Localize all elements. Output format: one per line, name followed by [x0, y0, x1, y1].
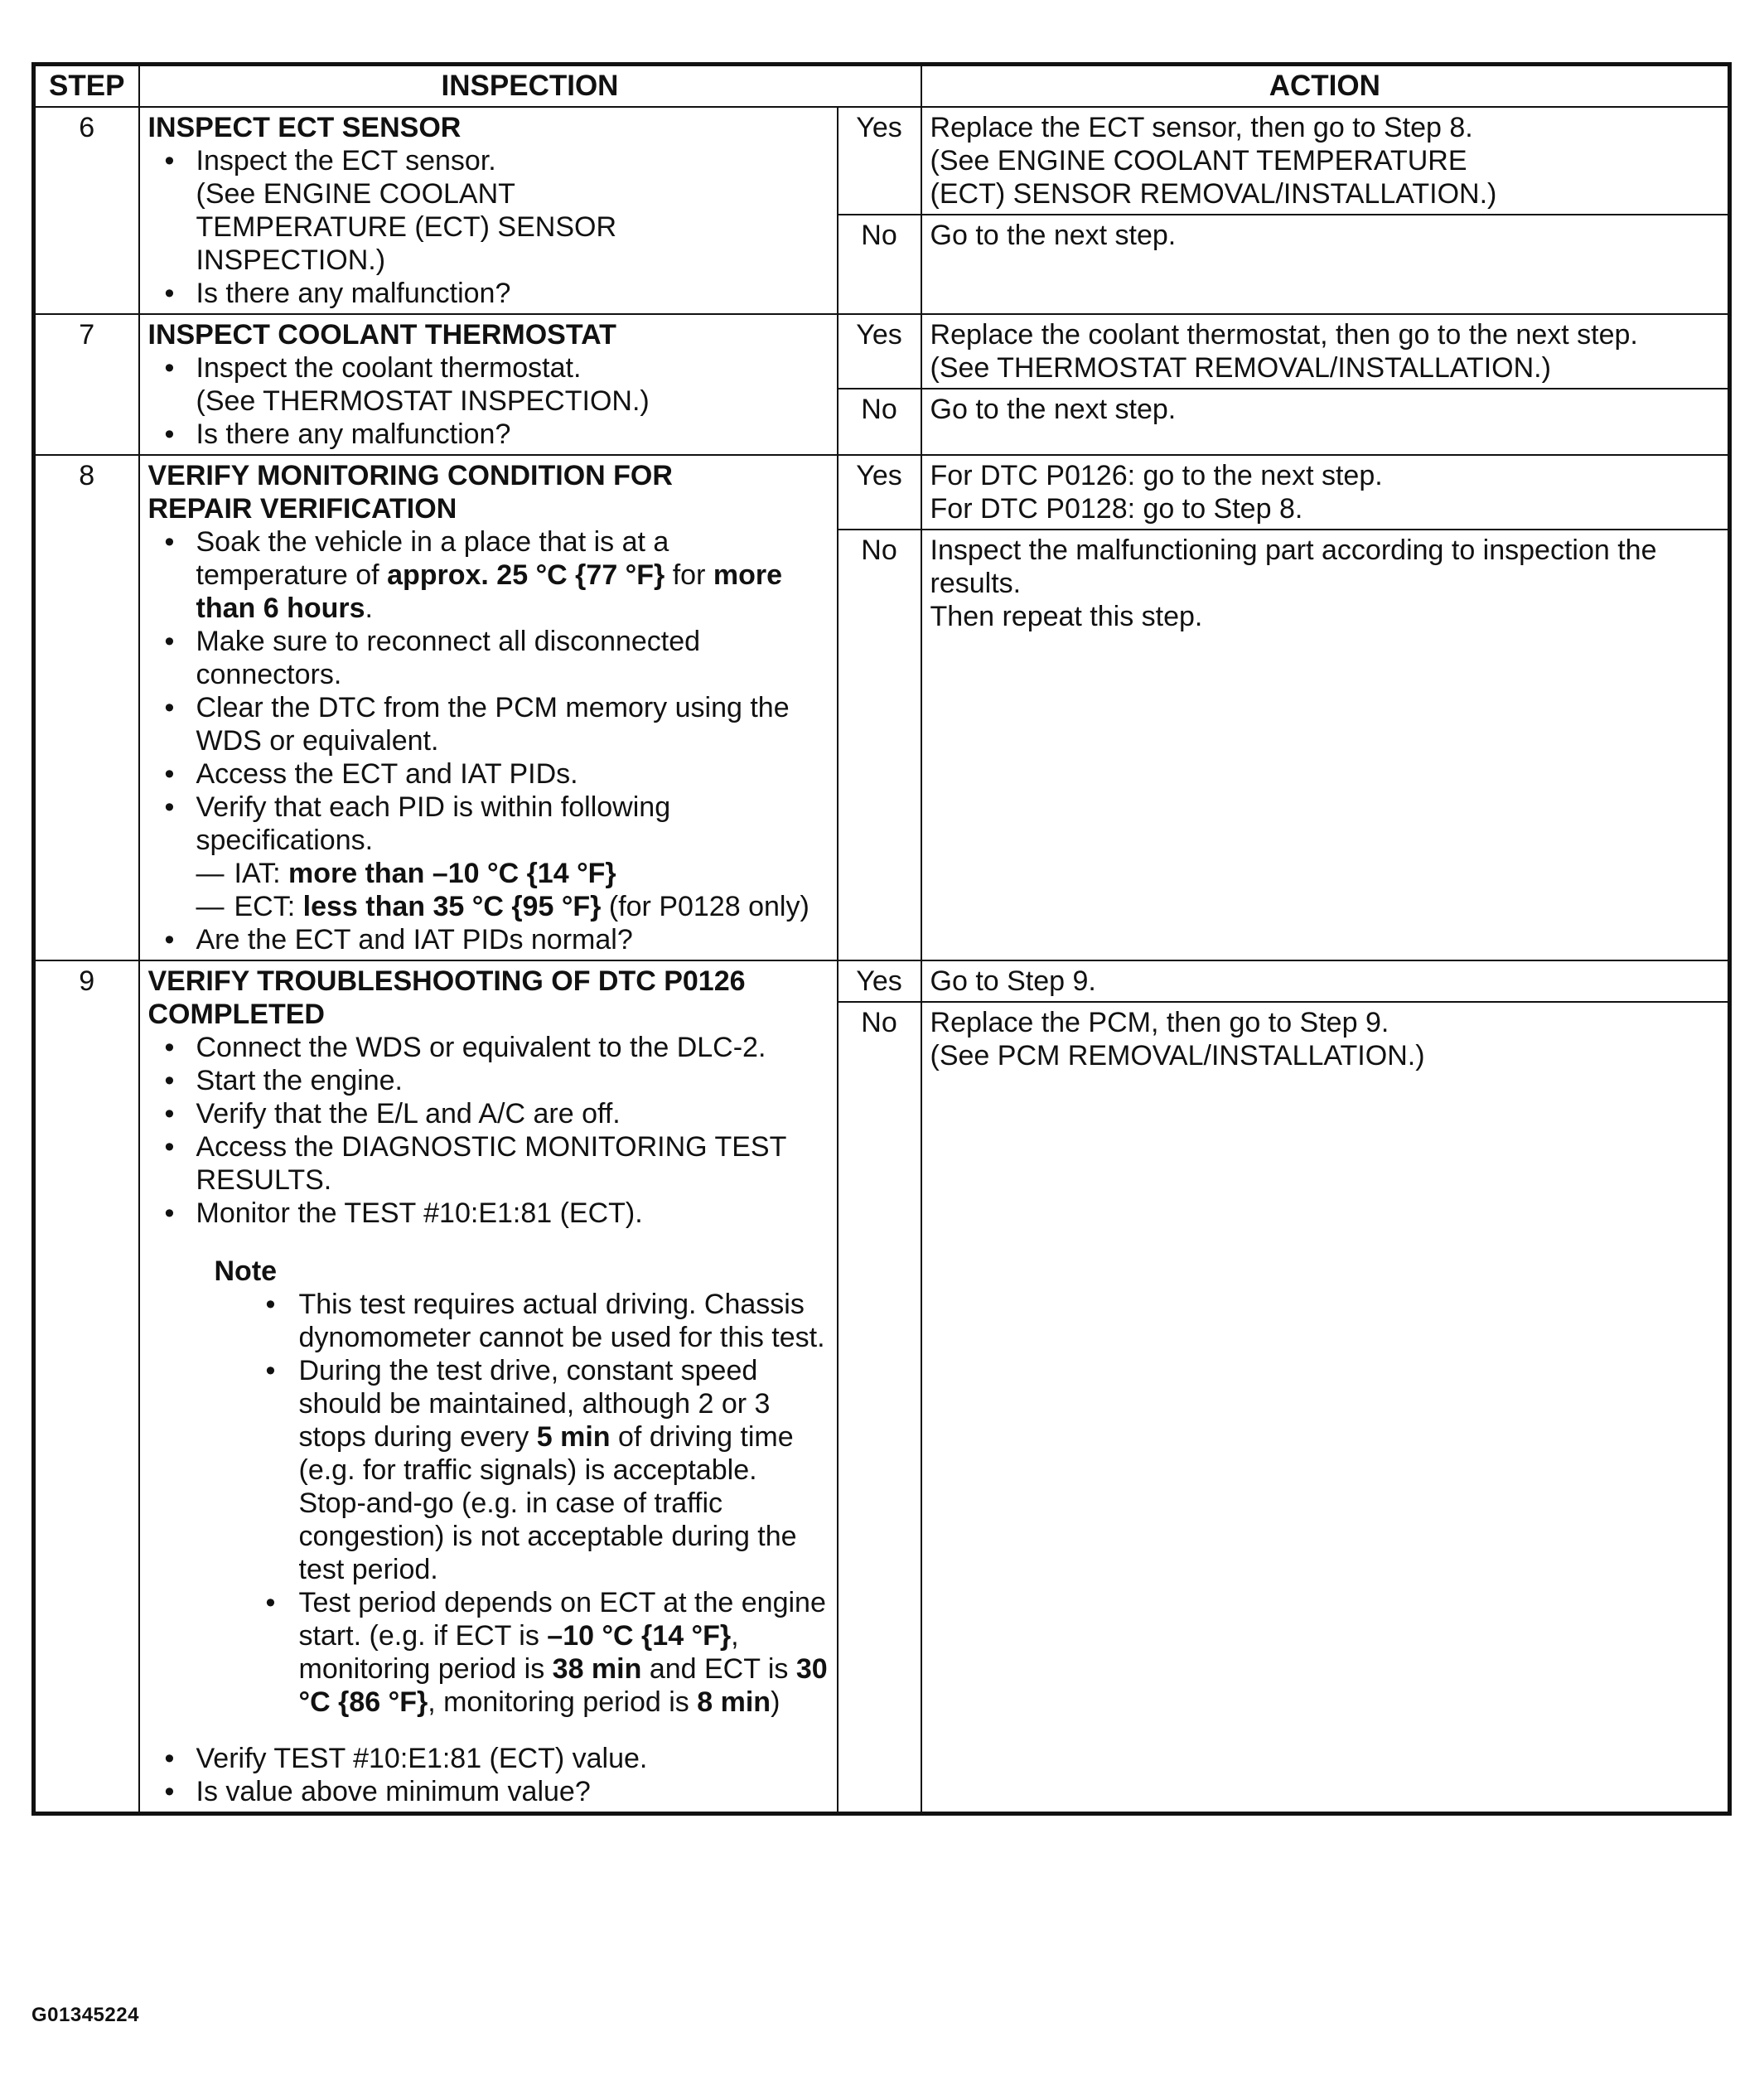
bullet-item: • Inspect the coolant thermostat. (See THERMOSTAT INSPECTION.): [196, 351, 829, 418]
bullet-item: • Is there any malfunction?: [196, 277, 829, 310]
bullet-item: • Connect the WDS or equivalent to the DLC-2.: [196, 1031, 829, 1064]
step-number: 9: [34, 960, 139, 1814]
bullet-item: • Is there any malfunction?: [196, 418, 829, 451]
spec-item: — ECT: less than 35 °C {95 °F} (for P0128 only): [234, 890, 829, 923]
header-row: [34, 65, 1730, 108]
yes-label: Yes: [838, 314, 921, 389]
step-9-inspection: [139, 960, 838, 1814]
step-title: INSPECT ECT SENSOR: [147, 112, 462, 143]
inspection-bullets: [148, 144, 829, 310]
figure-id: G01345224: [31, 2004, 139, 2026]
header-inspection: INSPECTION: [139, 65, 921, 108]
step-title: INSPECT COOLANT THERMOSTAT: [147, 319, 616, 351]
no-action: Inspect the malfunctioning part according to inspection the results. Then repeat this step.: [921, 530, 1730, 960]
no-action: Replace the PCM, then go to Step 9. (See PCM REMOVAL/INSTALLATION.): [921, 1002, 1730, 1814]
diagnostic-table: [31, 62, 1732, 1816]
bullet-item: • Make sure to reconnect all disconnected connectors.: [196, 625, 829, 691]
bullet-item: • Inspect the ECT sensor. (See ENGINE COOLANT TEMPERATURE (ECT) SENSOR INSPECTION.): [196, 144, 829, 277]
spec-item: — IAT: more than –10 °C {14 °F}: [234, 857, 829, 890]
note-item: • During the test drive, constant speed should be maintained, although 2 or 3 stops during every 5 min of driving time (e.g. for traffic signals) is acceptable. Stop-and-go (e.g. in case of traffic congestion) is not acceptable during the test period.: [299, 1354, 829, 1586]
yes-action: Go to Step 9.: [921, 960, 1730, 1002]
diagnostic-procedure: [31, 62, 1728, 1816]
final-bullets: [148, 1742, 829, 1808]
step-title: VERIFY TROUBLESHOOTING OF DTC P0126 COMPLETED: [147, 965, 746, 1030]
step-9-yes-row: [34, 960, 1730, 1002]
bullet-item: • Access the ECT and IAT PIDs.: [196, 757, 829, 791]
bullet-item: • Access the DIAGNOSTIC MONITORING TEST RESULTS.: [196, 1130, 829, 1197]
bullet-item: • Verify that each PID is within following specifications. — IAT: more than –10 °C {14 °F} — ECT: less than 35 °C {95 °F} (for P0128 only): [196, 791, 829, 923]
yes-label: Yes: [838, 455, 921, 530]
step-8-inspection: [139, 455, 838, 960]
step-title: VERIFY MONITORING CONDITION FOR REPAIR VERIFICATION: [147, 460, 673, 525]
note-block: [158, 1255, 829, 1719]
inspection-bullets: [148, 525, 829, 956]
no-action: Go to the next step.: [921, 215, 1730, 314]
step-number: 8: [34, 455, 139, 960]
note-item: • This test requires actual driving. Chassis dynomometer cannot be used for this test.: [299, 1288, 829, 1354]
note-title: Note: [214, 1255, 278, 1287]
yes-label: Yes: [838, 960, 921, 1002]
bullet-item: • Verify that the E/L and A/C are off.: [196, 1097, 829, 1130]
yes-action: Replace the ECT sensor, then go to Step 8. (See ENGINE COOLANT TEMPERATURE (ECT) SENSOR REMOVAL/INSTALLATION.): [921, 107, 1730, 215]
step-number: 7: [34, 314, 139, 455]
bullet-item: • Soak the vehicle in a place that is at a temperature of approx. 25 °C {77 °F} for more than 6 hours.: [196, 525, 829, 625]
inspection-bullets: [148, 351, 829, 451]
no-label: No: [838, 1002, 921, 1814]
bullet-item: • Verify TEST #10:E1:81 (ECT) value.: [196, 1742, 829, 1775]
step-7-inspection: [139, 314, 838, 455]
bullet-item: • Are the ECT and IAT PIDs normal?: [196, 923, 829, 956]
spec-list: [196, 857, 829, 923]
header-action: ACTION: [921, 65, 1730, 108]
no-label: No: [838, 530, 921, 960]
note-bullets: [158, 1288, 829, 1719]
bullet-item: • Is value above minimum value?: [196, 1775, 829, 1808]
note-item: • Test period depends on ECT at the engine start. (e.g. if ECT is –10 °C {14 °F}, monitoring period is 38 min and ECT is 30 °C {86 °F}, monitoring period is 8 min): [299, 1586, 829, 1719]
no-action: Go to the next step.: [921, 389, 1730, 455]
step-6-yes-row: [34, 107, 1730, 215]
inspection-bullets: [148, 1031, 829, 1230]
step-8-yes-row: [34, 455, 1730, 530]
no-label: No: [838, 215, 921, 314]
bullet-item: • Start the engine.: [196, 1064, 829, 1097]
yes-action: For DTC P0126: go to the next step. For DTC P0128: go to Step 8.: [921, 455, 1730, 530]
yes-label: Yes: [838, 107, 921, 215]
step-number: 6: [34, 107, 139, 314]
bullet-item: • Monitor the TEST #10:E1:81 (ECT).: [196, 1197, 829, 1230]
step-6-inspection: [139, 107, 838, 314]
yes-action: Replace the coolant thermostat, then go to the next step. (See THERMOSTAT REMOVAL/INSTALLATION.): [921, 314, 1730, 389]
bullet-item: • Clear the DTC from the PCM memory using the WDS or equivalent.: [196, 691, 829, 757]
step-7-yes-row: [34, 314, 1730, 389]
header-step: STEP: [34, 65, 139, 108]
no-label: No: [838, 389, 921, 455]
